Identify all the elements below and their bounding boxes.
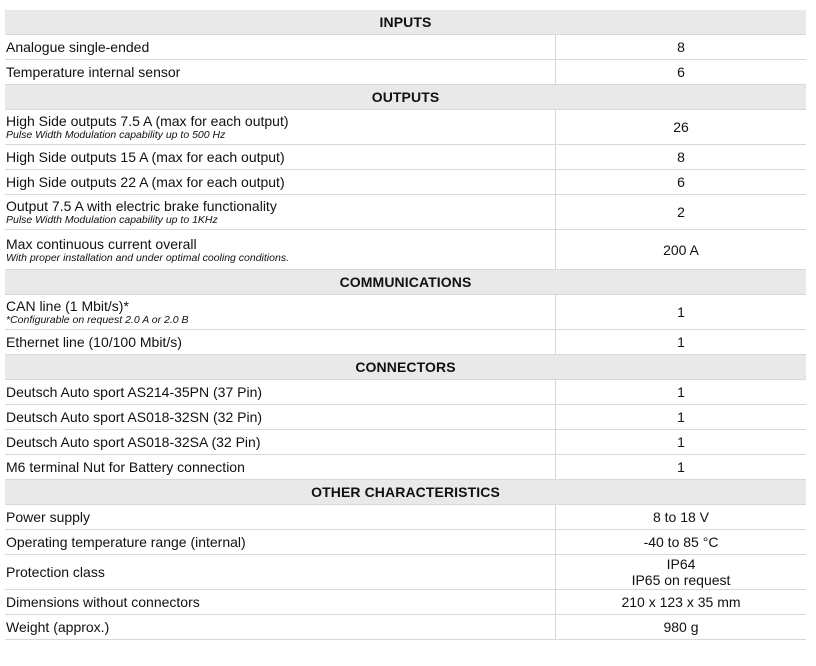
row-note: Pulse Width Modulation capability up to 1KHz <box>6 214 218 226</box>
row-label: Deutsch Auto sport AS018-32SA (32 Pin) <box>6 434 261 450</box>
section-title: OTHER CHARACTERISTICS <box>311 484 500 500</box>
row-label: Ethernet line (10/100 Mbit/s) <box>6 334 182 350</box>
table-row <box>5 35 806 60</box>
table-row <box>5 405 806 430</box>
section-header-inputs <box>5 10 806 35</box>
row-label: Temperature internal sensor <box>6 64 181 80</box>
table-row <box>5 555 806 590</box>
table-row <box>5 60 806 85</box>
row-value: 200 A <box>663 241 699 258</box>
table-row <box>5 380 806 405</box>
row-note: Pulse Width Modulation capability up to 500 Hz <box>6 129 226 141</box>
section-header-other-characteristics <box>5 480 806 505</box>
table-row <box>5 615 806 640</box>
row-label: High Side outputs 22 A (max for each output) <box>6 174 285 190</box>
row-label: Dimensions without connectors <box>6 594 200 610</box>
table-row <box>5 455 806 480</box>
row-label: Output 7.5 A with electric brake functionality <box>6 198 277 214</box>
row-label: Deutsch Auto sport AS214-35PN (37 Pin) <box>6 384 263 400</box>
row-value: 1 <box>677 304 685 320</box>
row-value: 980 g <box>663 619 699 635</box>
table-row <box>5 330 806 355</box>
row-value: 1 <box>677 384 685 400</box>
row-value: 1 <box>677 434 685 450</box>
table-row <box>5 530 806 555</box>
row-label: High Side outputs 15 A (max for each output) <box>6 149 285 165</box>
table-row <box>5 195 806 230</box>
row-value: 26 <box>673 119 689 135</box>
section-title: CONNECTORS <box>355 359 456 375</box>
row-label: Deutsch Auto sport AS018-32SN (32 Pin) <box>6 409 263 425</box>
row-label: Weight (approx.) <box>6 619 110 635</box>
row-value-secondary: IP65 on request <box>631 572 731 588</box>
table-row <box>5 230 806 270</box>
section-title: OUTPUTS <box>371 89 440 105</box>
spec-table <box>5 10 806 640</box>
row-note: With proper installation and under optimal cooling conditions. <box>6 251 289 264</box>
table-row <box>5 295 806 330</box>
section-title: INPUTS <box>379 14 432 30</box>
row-label: Operating temperature range (internal) <box>6 534 246 550</box>
row-value: IP64 <box>666 556 696 572</box>
table-row <box>5 170 806 195</box>
row-value: 1 <box>677 459 685 475</box>
row-value: 210 x 123 x 35 mm <box>621 594 741 610</box>
table-row <box>5 430 806 455</box>
row-value: 6 <box>677 64 685 80</box>
row-label: Protection class <box>6 564 105 580</box>
section-header-communications <box>5 270 806 295</box>
row-label: Analogue single-ended <box>6 39 150 55</box>
row-label: Power supply <box>6 509 91 525</box>
row-label: Max continuous current overall <box>6 235 197 252</box>
row-label: CAN line (1 Mbit/s)* <box>6 298 129 314</box>
row-label: High Side outputs 7.5 A (max for each output) <box>6 113 289 129</box>
row-value: 8 to 18 V <box>652 509 710 525</box>
row-value: 1 <box>677 409 685 425</box>
section-title: COMMUNICATIONS <box>339 274 472 290</box>
table-row <box>5 145 806 170</box>
row-note: *Configurable on request 2.0 A or 2.0 B <box>6 314 189 326</box>
row-value: 6 <box>677 174 685 190</box>
row-value: 1 <box>677 334 685 350</box>
row-label: M6 terminal Nut for Battery connection <box>6 459 245 475</box>
row-value: 8 <box>677 149 685 165</box>
table-row <box>5 110 806 145</box>
section-header-connectors <box>5 355 806 380</box>
table-row <box>5 505 806 530</box>
table-row <box>5 590 806 615</box>
row-value: 2 <box>677 204 685 220</box>
row-value: -40 to 85 °C <box>643 534 719 550</box>
row-value: 8 <box>677 39 685 55</box>
section-header-outputs <box>5 85 806 110</box>
